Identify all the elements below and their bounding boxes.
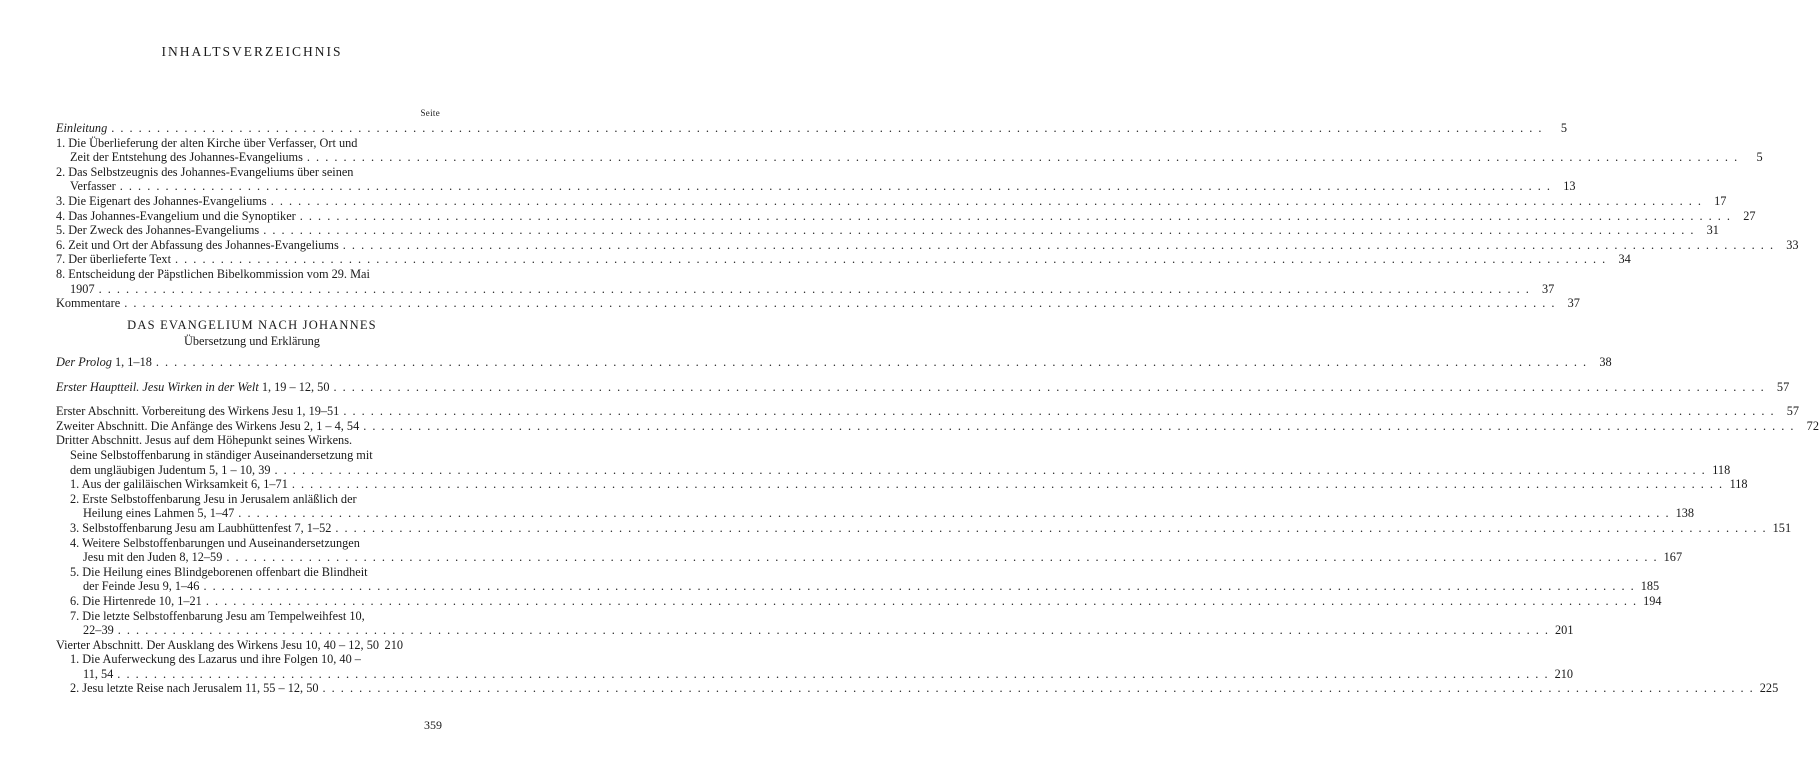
page-ref: 31 (1706, 223, 1719, 238)
section-subtitle: Übersetzung und Erklärung (184, 334, 320, 348)
toc-sub-3-2 (56, 491, 1695, 521)
page-ref: 33 (1786, 237, 1799, 252)
entry-label-cont: 11, 54 (83, 666, 114, 681)
leader-dots (363, 419, 1795, 434)
toc-sub-3-7 (56, 608, 1574, 638)
page-column-label: Seite (420, 108, 440, 118)
page-number: 359 (424, 718, 442, 732)
entry-label: 1. Die Auferweckung des Lazarus und ihre Folgen 10, 40 – (70, 652, 361, 667)
leader-dots (335, 521, 1767, 536)
toc-sub-4-1 (56, 652, 1574, 681)
toc-entry-5 (56, 223, 1719, 238)
entry-label: 6. Zeit und Ort der Abfassung des Johannes-Evangeliums (56, 237, 339, 252)
entry-label: 2. Erste Selbstoffenbarung Jesu in Jerusalem anläßlich der (70, 491, 357, 506)
toc-sub-3-5 (56, 564, 1660, 594)
page-ref: 5 (1756, 150, 1763, 165)
entry-label: 1. Aus der galiläischen Wirksamkeit 6, 1–71 (70, 477, 288, 492)
toc-entry-8 (56, 266, 1555, 296)
leader-dots (343, 404, 1775, 419)
leader-dots (275, 463, 1707, 478)
entry-label: 7. Der überlieferte Text (56, 252, 171, 267)
page-ref: 138 (1675, 506, 1695, 521)
leader-dots (124, 296, 1556, 311)
entry-label: Einleitung (56, 121, 108, 135)
section-title: DAS EVANGELIUM NACH JOHANNES (127, 318, 377, 332)
page-ref: 17 (1714, 193, 1727, 208)
leader-dots (300, 209, 1732, 224)
toc-entry-einleitung (56, 121, 1567, 136)
leader-dots (292, 477, 1724, 492)
page-ref: 185 (1640, 579, 1660, 594)
entry-label-cont: 1907 (70, 281, 95, 296)
page-ref: 27 (1743, 208, 1756, 223)
page-ref: 57 (1776, 379, 1790, 394)
toc-entry-prolog (56, 355, 1612, 370)
page-ref: 118 (1729, 477, 1748, 492)
leader-dots (156, 355, 1588, 370)
entry-label: 2. Jesu letzte Reise nach Jerusalem 11, 55 – 12, 50 (70, 681, 319, 696)
entry-label-cont: Zeit der Entstehung des Johannes-Evangeliums (70, 150, 303, 165)
page-ref: 201 (1555, 623, 1574, 638)
entry-label: 3. Die Eigenart des Johannes-Evangeliums (56, 193, 267, 208)
entry-label: 1. Die Überlieferung der alten Kirche über Verfasser, Ort und (56, 135, 358, 150)
toc-entry-1 (56, 135, 1763, 165)
entry-label-cont: Seine Selbstoffenbarung in ständiger Auseinandersetzung mit (70, 447, 373, 462)
leader-dots (118, 623, 1550, 638)
page-ref: 225 (1759, 681, 1779, 696)
toc-entry-7 (56, 252, 1631, 267)
leader-dots (333, 380, 1765, 395)
page-ref: 167 (1663, 550, 1683, 565)
entry-label: Vierter Abschnitt. Der Ausklang des Wirkens Jesu 10, 40 – 12, 50 (56, 637, 379, 652)
leader-dots (203, 579, 1635, 594)
entry-label: Zweiter Abschnitt. Die Anfänge des Wirkens Jesu 2, 1 – 4, 54 (56, 418, 360, 433)
leader-dots (99, 282, 1531, 297)
page-ref: 5 (1560, 121, 1567, 135)
page-ref: 194 (1643, 593, 1662, 608)
toc-sub-3-4 (56, 535, 1683, 565)
entry-label: 6. Die Hirtenrede 10, 1–21 (70, 593, 202, 608)
leader-dots (323, 681, 1755, 696)
entry-label: 7. Die letzte Selbstoffenbarung Jesu am Tempelweihfest 10, (70, 608, 365, 623)
entry-label: 8. Entscheidung der Päpstlichen Bibelkommission vom 29. Mai (56, 266, 370, 281)
entry-label-cont: Jesu mit den Juden 8, 12–59 (83, 550, 223, 565)
leader-dots (226, 550, 1658, 565)
toc-sub-3-1 (56, 477, 1748, 492)
leader-dots (175, 252, 1607, 267)
toc-entry-abschnitt-3 (56, 433, 1792, 638)
page-title: INHALTSVERZEICHNIS (161, 44, 343, 59)
toc-entry-kommentare (56, 296, 1580, 311)
section-heading (0, 318, 504, 349)
toc-sub-3-3 (56, 520, 1792, 536)
entry-ref: 1, 1–18 (114, 355, 152, 369)
page-ref: 210 (384, 637, 403, 652)
toc-gospel (56, 355, 1819, 696)
entry-label-cont: dem ungläubigen Judentum 5, 1 – 10, 39 (70, 462, 271, 477)
entry-label: 4. Weitere Selbstoffenbarungen und Auseinandersetzungen (70, 535, 360, 550)
page-ref: 210 (1554, 666, 1574, 681)
entry-label-cont: Heilung eines Lahmen 5, 1–47 (83, 506, 235, 521)
leader-dots (238, 506, 1670, 521)
entry-label: 5. Die Heilung eines Blindgeborenen offenbart die Blindheit (70, 564, 368, 579)
leader-dots (206, 594, 1638, 609)
entry-label: 3. Selbstoffenbarung Jesu am Laubhüttenfest 7, 1–52 (70, 520, 332, 535)
toc-entry-4 (56, 208, 1756, 224)
entry-label: 2. Das Selbstzeugnis des Johannes-Evangeliums über seinen (56, 164, 354, 179)
toc-entry-hauptteil (56, 379, 1790, 395)
toc-entry-abschnitt-2 (56, 418, 1819, 434)
entry-label-cont: 22–39 (83, 623, 114, 638)
page-ref: 118 (1712, 462, 1731, 477)
toc-entry-6 (56, 237, 1799, 253)
leader-dots (117, 667, 1549, 682)
leader-dots (120, 179, 1552, 194)
entry-label-cont: der Feinde Jesu 9, 1–46 (83, 579, 200, 594)
entry-label: Kommentare (56, 296, 121, 311)
toc-sub-4-2 (56, 681, 1779, 696)
page-ref: 37 (1567, 296, 1580, 311)
leader-dots (307, 150, 1739, 165)
entry-ref: 1, 19 – 12, 50 (261, 379, 330, 394)
page-ref: 38 (1599, 355, 1612, 369)
toc-sub-3-6 (56, 593, 1662, 609)
toc-entry-2 (56, 164, 1576, 194)
leader-dots (111, 121, 1543, 136)
page-ref: 151 (1772, 520, 1792, 535)
entry-label: 5. Der Zweck des Johannes-Evangeliums (56, 223, 260, 238)
toc-entry-abschnitt-4 (56, 637, 1779, 696)
page-ref: 37 (1542, 281, 1555, 296)
entry-label: Erster Hauptteil. Jesu Wirken in der Welt (56, 379, 259, 394)
entry-label: Dritter Abschnitt. Jesus auf dem Höhepunkt seines Wirkens. (56, 433, 353, 448)
toc-entry-abschnitt-1 (56, 404, 1800, 419)
toc-introduction (56, 121, 1799, 311)
entry-label: Der Prolog (56, 355, 112, 369)
leader-dots (343, 238, 1775, 253)
page-ref: 13 (1563, 179, 1576, 194)
toc-entry-3 (56, 193, 1727, 209)
page-ref: 72 (1806, 418, 1819, 433)
entry-label: Erster Abschnitt. Vorbereitung des Wirkens Jesu 1, 19–51 (56, 404, 340, 419)
leader-dots (263, 223, 1695, 238)
entry-label: 4. Das Johannes-Evangelium und die Synoptiker (56, 208, 296, 223)
page-ref: 57 (1786, 404, 1800, 419)
leader-dots (271, 194, 1703, 209)
entry-label-cont: Verfasser (70, 179, 116, 194)
page-ref: 34 (1618, 252, 1631, 267)
